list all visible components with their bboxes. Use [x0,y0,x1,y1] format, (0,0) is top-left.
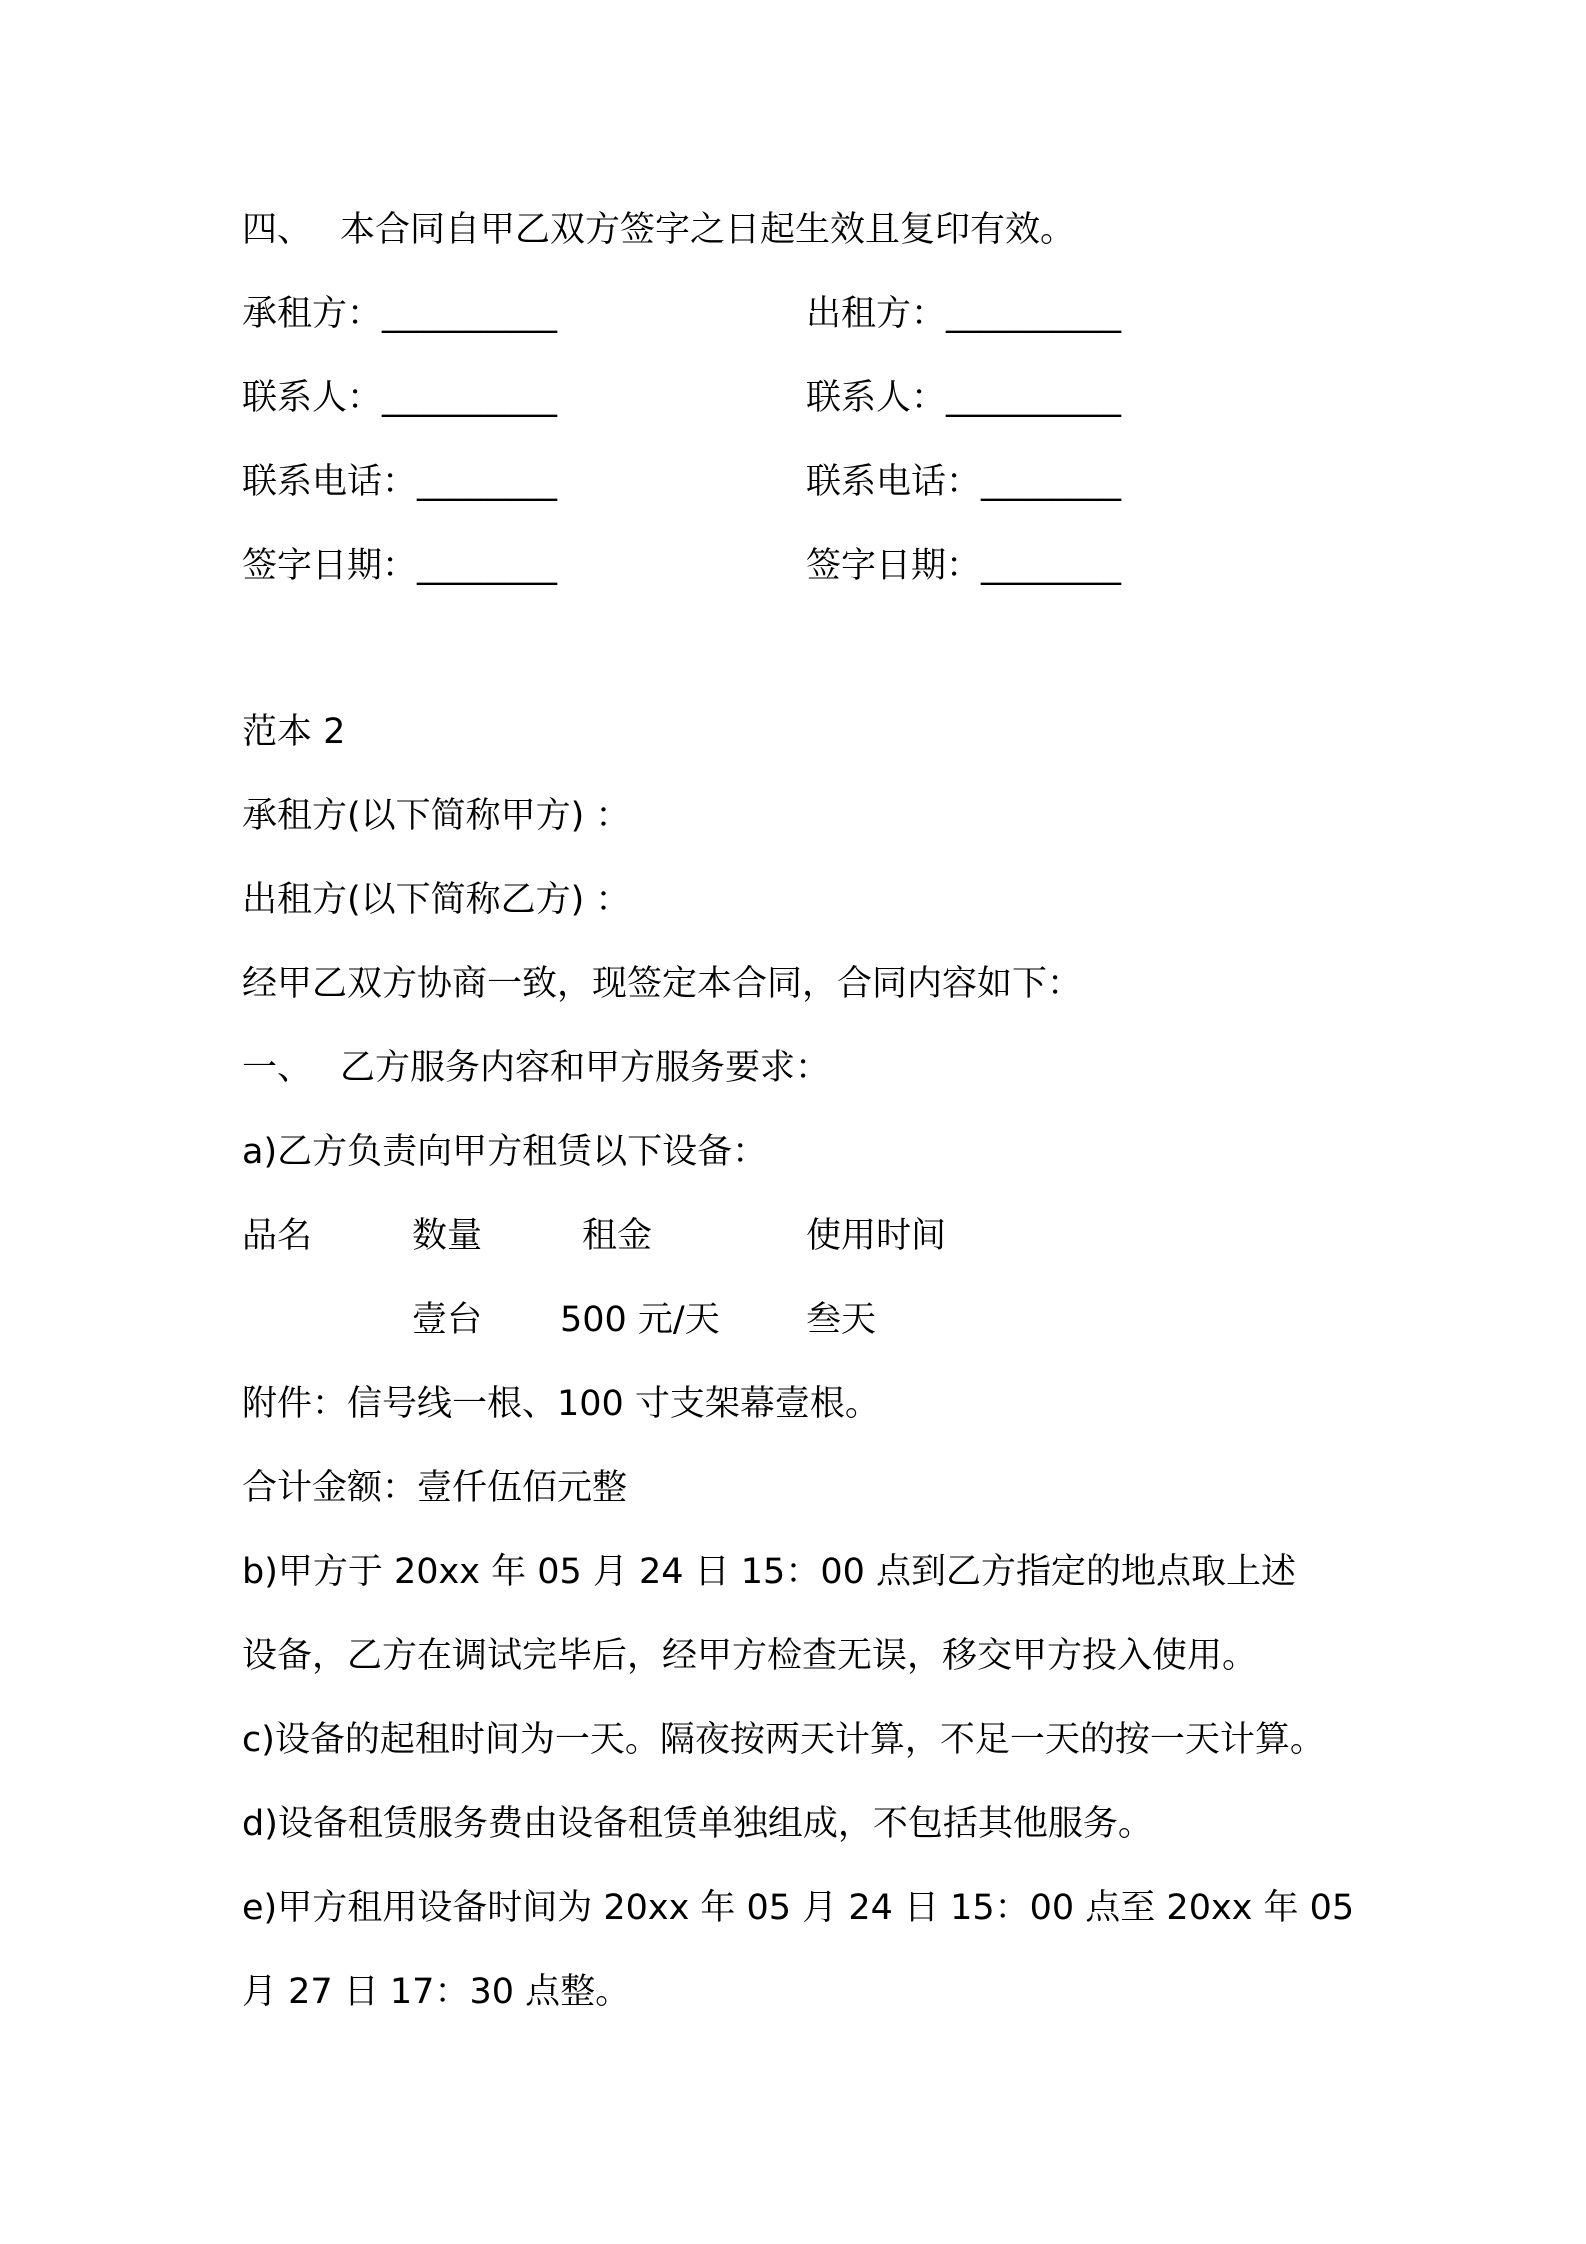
section-4-text: 本合同自甲乙双方签字之日起生效且复印有效。 [340,210,1076,250]
table-header-name: 品名 [242,1216,313,1256]
sig-lessor-contact-label: 联系人： [806,378,947,418]
sig-lessor [806,290,1121,338]
section-4-number: 四、 [242,210,313,250]
sig-lessee-date-blank: ________ [417,546,558,586]
section-1-line [242,1044,830,1092]
sig-lessor-contact-blank: __________ [946,378,1122,418]
table-header-quantity: 数量 [412,1216,483,1256]
sig-lessor-blank: __________ [946,294,1122,334]
sig-lessee-contact-label: 联系人： [242,378,383,418]
sig-lessor-date-label: 签字日期： [806,546,982,586]
item-c-line: c)设备的起租时间为一天。隔夜按两天计算，不足一天的按一天计算。 [242,1720,1325,1760]
sig-lessee-label: 承租方： [242,294,383,334]
sig-lessor-phone [806,458,1121,506]
sig-lessee-phone-label: 联系电话： [242,462,418,502]
accessories-line: 附件：信号线一根、100 寸支架幕壹根。 [242,1384,880,1424]
sig-lessee-contact [242,374,557,422]
sig-lessor-phone-label: 联系电话： [806,462,982,502]
table-header-rent: 租金 [582,1216,653,1256]
sig-lessee-contact-blank: __________ [382,378,558,418]
sig-lessor-label: 出租方： [806,294,947,334]
sig-lessee [242,290,557,338]
table-cell-duration: 叁天 [806,1300,877,1340]
sig-lessor-date [806,542,1121,590]
sig-lessor-phone-blank: ________ [981,462,1122,502]
total-line: 合计金额：壹仟伍佰元整 [242,1468,628,1508]
item-b-line-1: b)甲方于 20xx 年 05 月 24 日 15：00 点到乙方指定的地点取上述 [242,1552,1296,1592]
section-1-number: 一、 [242,1048,313,1088]
item-b-line-2: 设备，乙方在调试完毕后，经甲方检查无误，移交甲方投入使用。 [242,1636,1258,1676]
table-cell-rent: 500 元/天 [560,1300,720,1340]
intro-line: 经甲乙双方协商一致，现签定本合同，合同内容如下： [242,964,1083,1004]
item-d-line: d)设备租赁服务费由设备租赁单独组成，不包括其他服务。 [242,1804,1153,1844]
section-4-line [242,206,1075,254]
sig-lessee-blank: __________ [382,294,558,334]
sig-lessor-contact [806,374,1121,422]
lessor-line: 出租方(以下简称乙方) ： [242,880,631,920]
sig-lessee-date-label: 签字日期： [242,546,418,586]
section-1-text: 乙方服务内容和甲方服务要求： [340,1048,831,1088]
item-e-line-1: e)甲方租用设备时间为 20xx 年 05 月 24 日 15：00 点至 20xx 年 05 [242,1888,1355,1928]
item-e-line-2: 月 27 日 17：30 点整。 [242,1972,631,2012]
sig-lessee-phone-blank: ________ [417,462,558,502]
template-2-title: 范本 2 [242,712,346,752]
table-header-duration: 使用时间 [806,1216,947,1256]
sig-lessee-phone [242,458,557,506]
sig-lessor-date-blank: ________ [981,546,1122,586]
sig-lessee-date [242,542,557,590]
lessee-line: 承租方(以下简称甲方) ： [242,796,631,836]
item-a-line: a)乙方负责向甲方租赁以下设备： [242,1132,768,1172]
table-cell-quantity: 壹台 [412,1300,483,1340]
